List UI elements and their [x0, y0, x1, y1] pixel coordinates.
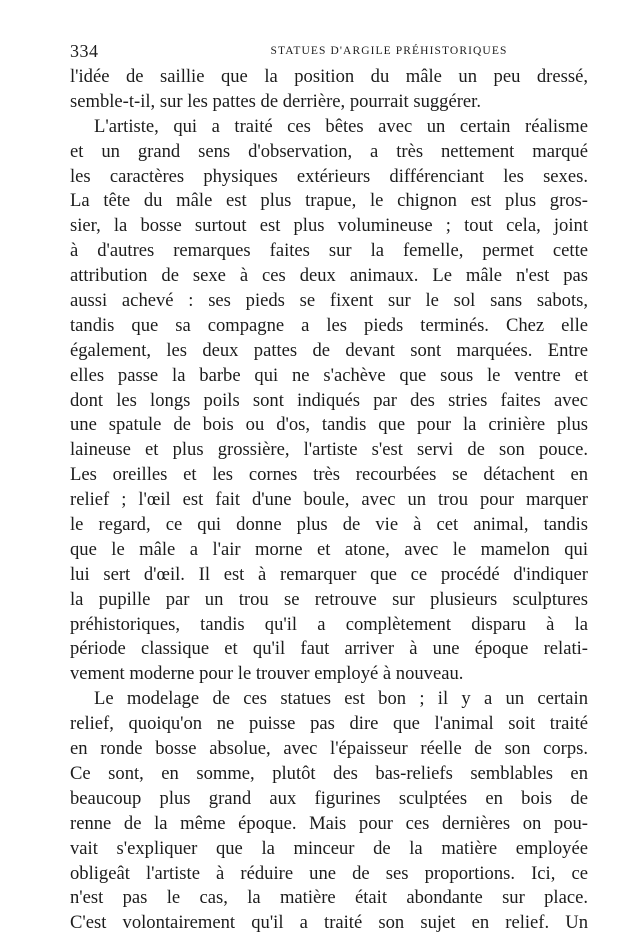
body-text: [70, 65, 588, 936]
text-line: et un grand sens d'observation, a très nettement marqué: [70, 140, 588, 162]
text-line: C'est volontairement qu'il a traité son sujet en relief. Un: [70, 912, 588, 934]
text-line: L'artiste, qui a traité ces bêtes avec un certain réalisme: [94, 115, 588, 137]
text-line: le regard, ce qui donne plus de vie à cet animal, tandis: [70, 514, 588, 536]
text-line: aussi achevé : ses pieds se fixent sur le sol sans sabots,: [70, 290, 588, 312]
text-line: que le mâle a l'air morne et atone, avec le mamelon qui: [70, 538, 588, 560]
text-line: relief, quoiqu'on ne puisse pas dire que l'animal soit traité: [70, 713, 588, 735]
page-number: 334: [70, 41, 99, 61]
text-line: Le modelage de ces statues est bon ; il y a un certain: [94, 688, 588, 710]
text-line: dont les longs poils sont indiqués par des stries faites avec: [70, 389, 588, 411]
text-line: la pupille par un trou se retrouve sur plusieurs sculptures: [70, 588, 588, 610]
text-line: beaucoup plus grand aux figurines sculptées en bois de: [70, 787, 588, 809]
text-line: Ce sont, en somme, plutôt des bas-reliefs semblables en: [70, 762, 588, 784]
text-line: relief ; l'œil est fait d'une boule, avec un trou pour marquer: [70, 489, 588, 511]
text-line: l'idée de saillie que la position du mâle un peu dressé,: [70, 66, 588, 87]
text-line: en ronde bosse absolue, avec l'épaisseur réelle de son corps.: [70, 738, 588, 760]
text-line: tandis que sa compagne a les pieds terminés. Chez elle: [70, 314, 588, 336]
text-line: période classique et qu'il faut arriver à une époque relati-: [70, 638, 588, 660]
text-line: une spatule de bois ou d'os, tandis que pour la crinière plus: [70, 414, 588, 436]
page-header: [70, 41, 588, 63]
text-line: semble-t-il, sur les pattes de derrière, pourrait suggérer.: [70, 90, 481, 112]
text-line: Les oreilles et les cornes très recourbées se détachent en: [70, 464, 588, 486]
text-line: attribution de sexe à ces deux animaux. Le mâle n'est pas: [70, 265, 588, 287]
text-line: également, les deux pattes de devant sont marquées. Entre: [70, 339, 588, 361]
text-line: renne de la même époque. Mais pour ces dernières on pou-: [70, 812, 588, 834]
text-line: lui sert d'œil. Il est à remarquer que ce procédé d'indiquer: [70, 563, 588, 585]
text-line: vement moderne pour le trouver employé à nouveau.: [70, 663, 464, 685]
text-line: La tête du mâle est plus trapue, le chignon est plus gros-: [70, 190, 588, 212]
running-title: STATUES D'ARGILE PRÉHISTORIQUES: [270, 45, 508, 57]
text-line: sier, la bosse surtout est plus volumineuse ; tout cela, joint: [70, 215, 588, 237]
text-line: n'est pas le cas, la matière était abondante sur place.: [70, 887, 588, 909]
text-line: laineuse et plus grossière, l'artiste s'est servi de son pouce.: [70, 439, 588, 461]
text-line: à d'autres remarques faites sur la femelle, permet cette: [70, 240, 588, 262]
text-line: préhistoriques, tandis qu'il a complètement disparu à la: [70, 613, 588, 635]
text-line: vait s'expliquer que la minceur de la matière employée: [70, 837, 588, 859]
text-line: elles passe la barbe qui ne s'achève que sous le ventre et: [70, 364, 588, 386]
text-line: obligeât l'artiste à réduire une de ses proportions. Ici, ce: [70, 862, 588, 884]
text-line: les caractères physiques extérieurs différenciant les sexes.: [70, 165, 588, 187]
